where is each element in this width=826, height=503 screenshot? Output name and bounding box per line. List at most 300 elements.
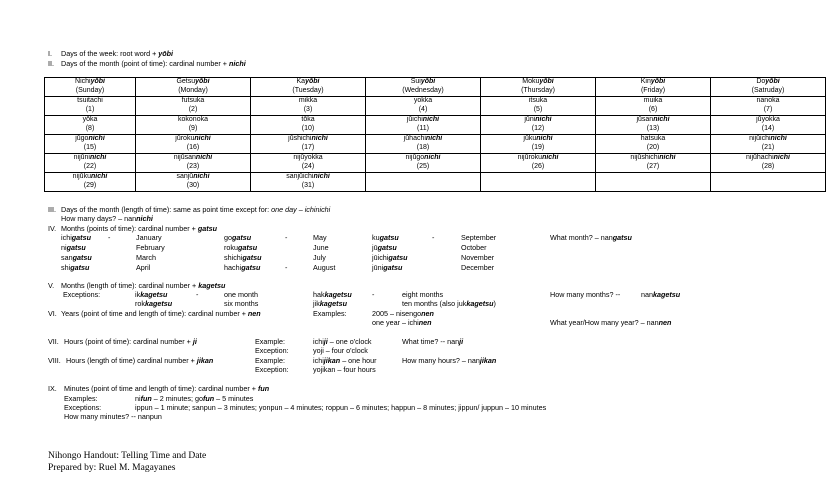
calendar-cell-root: Kin [640,78,651,85]
calendar-cell [251,135,366,154]
calendar-cell-meaning: (19) [531,143,545,151]
calendar-cell [136,116,251,135]
calendar-cell-name [482,154,594,163]
section-viii-exception-label: Exception: [255,365,289,374]
calendar-cell-meaning: (16) [186,143,200,151]
section-v-suffix: kagetsu [198,281,226,290]
calendar-cell [711,97,826,116]
section-vii-number: VII. [48,337,59,346]
calendar-cell-suffix: nichi [88,135,105,142]
calendar-cell-name [712,97,824,106]
month-japanese [224,263,260,272]
calendar-cell-root: jūroku [175,135,195,142]
calendar-cell-suffix: nichi [422,116,440,123]
calendar-cell-meaning: (21) [761,143,775,151]
exception-jp: rok [135,299,145,308]
month-suffix: gatsu [66,243,86,252]
calendar-cell-suffix: yōbi [539,78,554,85]
month-english: November [461,253,495,262]
calendar-cell-name [46,135,134,144]
calendar-row [45,97,826,116]
calendar-cell-name [46,173,134,182]
section-iv-number: IV. [48,224,57,233]
calendar-cell [596,154,711,173]
month-suffix: gatsu [388,253,408,262]
section-vi-example-1 [372,309,434,318]
section-v-exception-4 [313,299,347,308]
section-viii-question [402,356,496,365]
heading-i [61,49,173,58]
exception-jp: hak [313,290,325,299]
calendar-cell-meaning: (17) [301,143,315,151]
section-iv-text: Months (points of time): cardinal number + [61,224,196,233]
question-bold: kagetsu [653,290,681,299]
month-suffix: gatsu [383,263,403,272]
calendar-cell-suffix: nichi [313,173,330,180]
section-viii-text: Hours (length of time) cardinal number + [66,356,195,365]
section-v-exception-2-en: six months [224,299,259,308]
calendar-cell-meaning: (23) [186,162,200,170]
calendar-cell-meaning: (20) [646,143,660,151]
example-bold: nen [421,309,434,318]
calendar-cell-root: futsuka [181,97,205,104]
calendar-cell-root: tōka [301,116,315,123]
section-ix-exceptions: ippun – 1 minute; sanpun – 3 minutes; yonpun – 4 minutes; roppun – 6 minutes; happun – 8 minutes; jippun/ juppun – 10 minutes [135,403,547,412]
calendar-cell-suffix: nichi [311,135,328,142]
month-english: April [136,263,151,272]
calendar-cell-root: kokonoka [178,116,208,123]
calendar-cell-name [597,78,709,87]
month-suffix: gatsu [377,243,397,252]
calendar-cell-meaning: (25) [416,162,430,170]
month-english: March [136,253,156,262]
month-root: ku [372,233,380,242]
footer-author: Prepared by: Ruel M. Magayanes [48,463,176,473]
calendar-cell-name [252,154,364,163]
section-vii-suffix: ji [192,337,197,346]
section-v-exception-3-dash: - [372,290,375,299]
heading-ii-root: nichi [229,59,246,68]
calendar-cell-root: jūsan [636,116,654,123]
calendar-cell-meaning: (Wednesday) [402,86,444,94]
exception-bold: kagetsu [466,299,494,308]
example-text: – 5 minutes [216,394,254,403]
section-viii-number: VIII. [48,356,61,365]
calendar-cell-suffix: nichi [536,135,553,142]
calendar-cell-name [712,116,824,125]
calendar-cell [45,173,136,192]
calendar-cell [481,116,596,135]
month-japanese [224,233,251,242]
section-iii-title [61,205,330,214]
calendar-cell-root: tsuitachi [77,97,103,104]
calendar-cell-suffix: yōbi [90,78,105,85]
month-japanese [61,243,86,252]
calendar-cell [366,173,481,192]
calendar-cell-root: jūichi [406,116,423,123]
calendar-cell-meaning: (22) [83,162,97,170]
month-suffix: gatsu [237,243,258,252]
calendar-cell-root: Nichi [75,78,91,85]
calendar-cell-root: hatsuka [640,135,666,142]
heading-ii-number: II. [48,59,54,68]
section-vii-example-label: Example: [255,337,285,346]
section-iii-exception: one day – ichinichi [271,205,331,214]
calendar-cell-root: jūni [524,116,536,123]
month-japanese [372,253,408,262]
example-text: ichi [313,356,324,365]
month-suffix: gatsu [70,263,90,272]
example-text: – 2 minutes; go [153,394,203,403]
calendar-cell-meaning: (Friday) [640,86,666,94]
exception-bold: kagetsu [319,299,347,308]
calendar-cell-meaning: (27) [646,162,660,170]
section-ix-examples [135,394,253,403]
question-text: How many hours? – nan [402,356,480,365]
calendar-cell-root: Moku [522,78,540,85]
section-v-question-answer [641,290,680,299]
section-v-exception-1-en: one month [224,290,258,299]
calendar-cell-name [597,135,709,144]
section-iv-title [61,224,217,233]
question-bold: gatsu [612,233,632,242]
section-v-title [61,281,225,290]
month-suffix: gatsu [379,233,399,242]
calendar-cell [481,173,596,192]
calendar-cell-root: nijūsan [173,154,196,161]
calendar-cell-name [712,154,824,163]
calendar-cell-meaning: (29) [83,181,97,189]
question-bold: nichi [136,214,153,223]
month-root: jūni [372,263,384,272]
calendar-cell-meaning: (13) [646,124,660,132]
calendar-cell-root: jūku [523,135,537,142]
calendar-cell-root: sanjū [176,173,194,180]
calendar-cell [711,154,826,173]
calendar-cell-name [137,78,249,87]
calendar-cell [481,97,596,116]
calendar-cell-name [482,97,594,106]
calendar-cell [711,173,826,192]
month-english: June [313,243,329,252]
calendar-cell-name [252,135,364,144]
calendar-cell-suffix: yōbi [305,78,320,85]
calendar-cell [596,97,711,116]
calendar-cell-name [252,173,364,182]
calendar-cell-root: Ka [296,78,306,85]
calendar-cell-root: jūhachi [403,135,426,142]
calendar-cell-suffix: yōbi [650,78,666,85]
calendar-cell-meaning: (30) [186,181,200,189]
section-vii-title [64,337,197,346]
month-japanese [61,253,92,262]
month-dash: - [108,233,111,242]
month-suffix: gatsu [71,233,91,242]
section-v-text: Months (length of time): cardinal number + [61,281,197,290]
calendar-cell-meaning: (2) [188,105,198,113]
month-japanese [61,263,89,272]
calendar-cell [45,135,136,154]
month-suffix: gatsu [72,253,92,262]
calendar-row [45,78,826,97]
example-bold: ji [323,337,328,346]
month-english: August [313,263,336,272]
calendar-cell-root: nijūyokka [293,154,323,161]
calendar-cell-meaning: (18) [416,143,430,151]
calendar-cell-name [482,116,594,125]
month-english: February [136,243,165,252]
example-bold: fun [202,394,215,403]
calendar-cell-root: nijūgo [405,154,425,161]
calendar-cell [136,154,251,173]
month-english: December [461,263,495,272]
calendar-cell-root: jūshichi [288,135,312,142]
calendar-cell-name [367,154,479,163]
section-viii-suffix: jikan [196,356,214,365]
calendar-cell [366,154,481,173]
section-iii-text: Days of the month (length of time): same as point time except for: [61,205,270,214]
calendar-cell [596,135,711,154]
calendar-cell-root: mikka [298,97,318,104]
heading-i-number: I. [48,49,52,58]
calendar-cell-name [597,97,709,106]
calendar-cell [596,173,711,192]
section-v-exceptions-label: Exceptions: [63,290,101,299]
section-vii-exception-label: Exception: [255,346,289,355]
section-v-exception-2 [135,299,172,308]
calendar-cell [711,135,826,154]
calendar-cell [136,97,251,116]
question-text: What time? -- nan [402,337,460,346]
section-vii-text: Hours (point of time): cardinal number + [64,337,191,346]
calendar-cell-name [137,173,249,182]
section-ix-text: Minutes (point of time and length of time): cardinal number + [64,384,256,393]
example-bold: jikan [323,356,341,365]
month-japanese [372,243,397,252]
calendar-cell-suffix: nichi [195,154,213,161]
calendar-cell-meaning: (3) [303,105,313,113]
question-bold: nen [658,318,672,327]
calendar-cell-meaning: (12) [531,124,545,132]
calendar-cell [366,97,481,116]
month-dash: - [432,233,435,242]
calendar-cell-suffix: nichi [193,173,210,180]
heading-i-text: Days of the week: root word + [61,49,157,58]
example-end: – one hour [342,356,377,365]
calendar-cell-root: itsuka [528,97,548,104]
calendar-cell [596,116,711,135]
calendar-cell-name [46,116,134,125]
calendar-cell-meaning: (4) [418,105,428,113]
calendar-cell-meaning: (14) [761,124,775,132]
calendar-cell-suffix: nichi [90,154,107,161]
section-iii-question [61,214,153,223]
question-text: What month? – nan [550,233,613,242]
month-dash: - [285,233,288,242]
calendar-row [45,135,826,154]
calendar-cell-name [712,135,824,144]
exception-bold: kagetsu [324,290,352,299]
calendar-cell [45,154,136,173]
calendar-cell-meaning: (15) [83,143,97,151]
section-vii-example [313,337,372,346]
calendar-cell-meaning: (7) [763,105,773,113]
section-viii-title [66,356,213,365]
month-dash: - [285,263,288,272]
calendar-cell-name [137,97,249,106]
month-suffix: gatsu [241,263,261,272]
calendar-row [45,173,826,192]
calendar-cell-name [46,97,134,106]
calendar-cell-root: yokka [413,97,433,104]
section-iv-question [550,233,632,242]
calendar-cell-name [367,116,479,125]
calendar-cell-name [367,135,479,144]
calendar-cell-suffix: nichi [535,116,552,123]
section-v-exception-1 [135,290,167,299]
calendar-cell-suffix: nichi [770,135,787,142]
month-suffix: gatsu [232,233,252,242]
example-text: one year – ichi [372,318,419,327]
calendar-cell-root: nijūku [72,173,91,180]
month-english: October [461,243,487,252]
calendar-cell-meaning: (5) [533,105,543,113]
example-text: 2005 – nisengo [372,309,422,318]
calendar-cell [711,78,826,97]
calendar-cell-root: Sui [410,78,421,85]
example-bold: nen [418,318,432,327]
calendar-cell-name [712,78,824,87]
calendar-cell [366,135,481,154]
section-ix-question: How many minutes? -- nanpun [64,412,162,421]
question-text: nan [641,290,653,299]
calendar-cell-suffix: nichi [194,135,211,142]
month-root: hachi [224,263,242,272]
calendar-cell-meaning: (Sunday) [75,86,105,94]
month-root: roku [224,243,238,252]
month-root: shi [61,263,71,272]
calendar-cell-name [137,116,249,125]
calendar-cell [45,116,136,135]
month-japanese [224,243,257,252]
calendar-cell [251,97,366,116]
calendar-cell [251,78,366,97]
calendar-cell-name [252,97,364,106]
calendar-cell-meaning: (8) [85,124,95,132]
month-root: jū [372,243,378,252]
calendar-cell [711,116,826,135]
section-vii-exception: yoji – four o'clock [313,346,368,355]
calendar-cell-meaning: (Satruday) [751,86,785,94]
calendar-cell [251,116,366,135]
calendar-cell-root: sanjūichi [286,173,314,180]
calendar-cell-suffix: nichi [653,116,670,123]
calendar-cell-name [597,154,709,163]
calendar-cell-name [252,78,364,87]
calendar-cell-name [367,78,479,87]
calendar-cell-suffix: nichi [542,154,559,161]
section-ix-examples-label: Examples: [64,394,98,403]
month-root: jūichi [372,253,389,262]
calendar-cell [136,135,251,154]
month-japanese [372,233,399,242]
month-root: ni [61,243,67,252]
calendar-cell-meaning: (28) [761,162,775,170]
calendar-cell-suffix: yōbi [420,78,436,85]
section-vii-question [402,337,463,346]
calendar-cell-suffix: yōbi [765,78,780,85]
calendar-cell-meaning: (1) [85,105,95,113]
section-ix-exceptions-label: Exceptions: [64,403,102,412]
month-english: July [313,253,326,262]
calendar-cell-root: nijūroku [517,154,543,161]
calendar-row [45,116,826,135]
question-text: How many days? – nan [61,214,137,223]
calendar-cell [251,154,366,173]
calendar-cell [481,135,596,154]
calendar-cell-suffix: yōbi [195,78,210,85]
section-v-number: V. [48,281,55,290]
exception-bold: kagetsu [145,299,173,308]
calendar-cell-suffix: nichi [424,154,441,161]
calendar-cell-name [46,154,134,163]
calendar-cell [366,78,481,97]
calendar-cell-meaning: (Monday) [178,86,208,94]
section-vi-text: Years (point of time and length of time): cardinal number + [61,309,246,318]
calendar-cell-name [137,135,249,144]
section-iv-suffix: gatsu [197,224,217,233]
footer-title: Nihongo Handout: Telling Time and Date [48,451,207,461]
section-iii-number: III. [48,205,56,214]
month-root: go [224,233,232,242]
section-vi-suffix: nen [247,309,261,318]
calendar-cell [481,78,596,97]
section-v-exception-4-en [402,299,496,308]
exception-en: ten months (also juk [402,299,467,308]
calendar-cell-root: nijūhachi [746,154,774,161]
exception-bold: kagetsu [140,290,168,299]
example-text: ni [135,394,141,403]
calendar-cell [481,154,596,173]
question-text: What year/How many year? – nan [550,318,659,327]
month-suffix: gatsu [242,253,262,262]
month-japanese [224,253,262,262]
example-end: – one o'clock [329,337,372,346]
heading-ii-text: Days of the month (point of time): cardinal number + [61,59,227,68]
calendar-cell-name [367,97,479,106]
calendar-cell-root: yōka [82,116,98,123]
calendar-cell [45,97,136,116]
calendar-cell-meaning: (26) [531,162,545,170]
section-ix-title [64,384,269,393]
calendar-cell-root: jūgo [75,135,89,142]
calendar-cell [251,173,366,192]
calendar-cell [366,116,481,135]
calendar-cell-meaning: (6) [648,105,658,113]
calendar-cell-root: nijūni [73,154,90,161]
month-root: san [61,253,73,262]
calendar-cell [136,173,251,192]
calendar-cell-meaning: (31) [301,181,315,189]
calendar-cell-name [482,78,594,87]
section-vi-examples-label: Examples: [313,309,347,318]
month-english: September [461,233,497,242]
heading-i-root: yōbi [158,49,174,58]
calendar-cell-name [482,135,594,144]
calendar-cell-root: muika [643,97,663,104]
question-bold: ji [459,337,464,346]
question-bold: jikan [479,356,497,365]
